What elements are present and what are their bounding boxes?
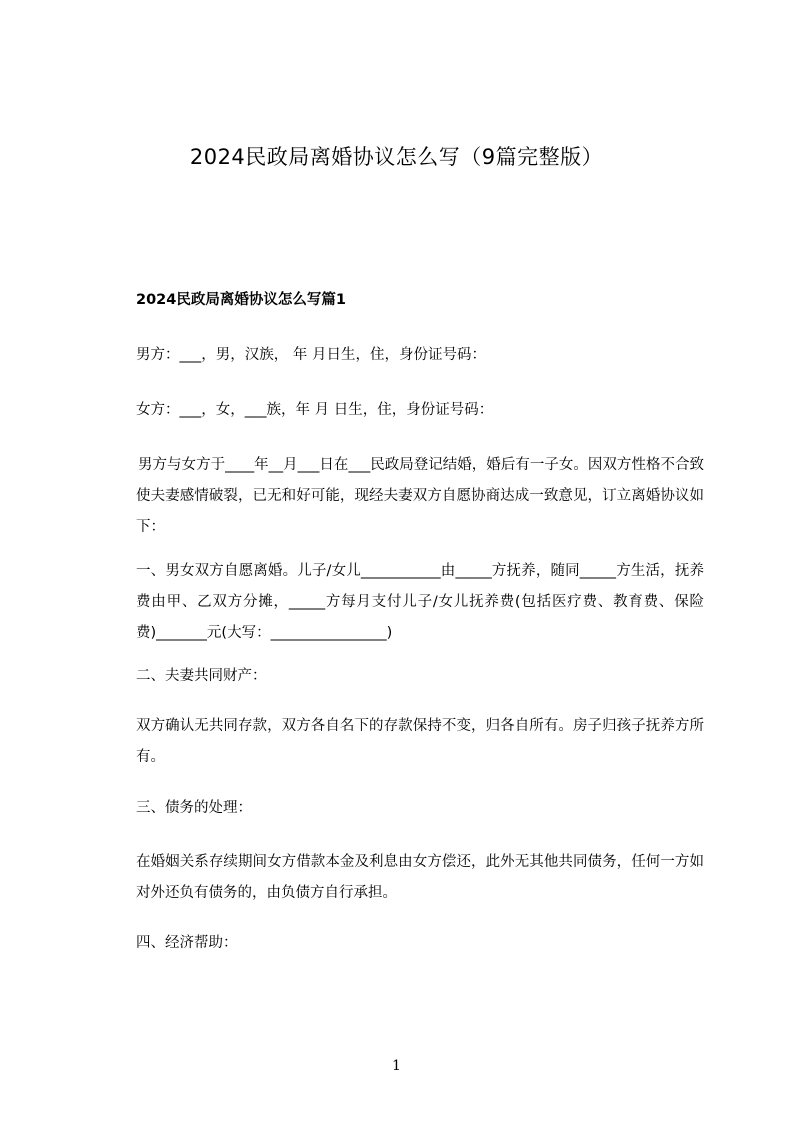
page-number: 1 [392, 1058, 401, 1074]
clause-two-paragraph [136, 711, 704, 773]
intro-paragraph-text: 男方与女方于____年__月___日在___民政局登记结婚，婚后有一子女。因双方性格不合致使夫妻感情破裂，已无和好可能，现经夫妻双方自愿协商达成一致意见，订立离婚协议如下： [136, 457, 704, 535]
clause-two-text: 双方确认无共同存款，双方各自名下的存款保持不变，归各自所有。房子归孩子抚养方所有。 [136, 718, 704, 765]
intro-paragraph [136, 450, 704, 543]
woman-info-line: 女方：___，女，___族，年 月 日生，住，身份证号码： [136, 402, 494, 418]
clause-three-text: 在婚姻关系存续期间女方借款本金及利息由女方偿还，此外无其他共同债务，任何一方如对外还负有债务的，由负债方自行承担。 [136, 854, 704, 901]
clause-one-text: 一、男女双方自愿离婚。儿子/女儿___________由_____方抚养，随同_____方生活，抚养费由甲、乙双方分摊，_____方每月支付儿子/女儿抚养费(包括医疗费、教育费、保险费)_______元(大写：________________) [136, 563, 704, 641]
clause-two-heading: 二、夫妻共同财产： [136, 668, 267, 684]
clause-one-paragraph [136, 556, 704, 649]
clause-four-heading: 四、经济帮助： [136, 935, 238, 951]
clause-three-paragraph [136, 847, 704, 909]
man-info-line: 男方：___，男，汉族， 年 月日生，住，身份证号码： [136, 347, 486, 363]
document-title: 2024民政局离婚协议怎么写（9篇完整版） [189, 145, 604, 169]
section-heading: 2024民政局离婚协议怎么写篇1 [136, 292, 346, 308]
clause-three-heading: 三、债务的处理： [136, 800, 252, 816]
